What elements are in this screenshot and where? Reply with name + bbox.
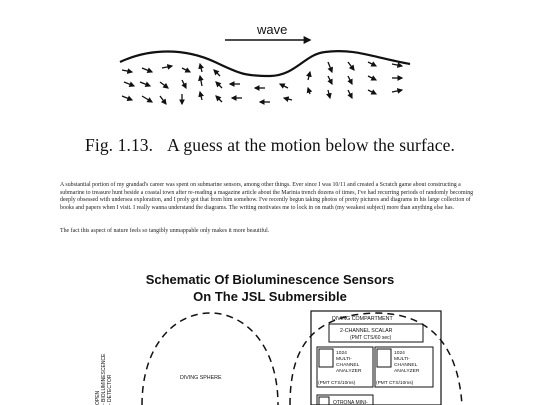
wave-surface-line (120, 51, 410, 76)
diving-compartment-label: DIVING COMPARTMENT (332, 316, 393, 322)
motion-arrow (182, 80, 186, 88)
motion-arrow (122, 70, 132, 72)
diving-compartment-frame (311, 311, 441, 405)
otrona-icon-box (319, 397, 329, 405)
motion-arrow (214, 70, 220, 76)
motion-arrow (328, 90, 330, 98)
schematic-title-line-1: Schematic Of Bioluminescence Sensors (145, 272, 395, 287)
side-label-group (95, 353, 113, 405)
analyzer-label-line: ANALYZER (394, 369, 420, 374)
side-label-detector: - DETECTOR (107, 374, 113, 405)
motion-arrow (368, 62, 376, 66)
analyzer-label-line: CHANNEL (336, 363, 360, 368)
diving-sphere-label: DIVING SPHERE (180, 375, 222, 381)
schematic-title-line-2: On The JSL Submersible (193, 289, 347, 304)
motion-arrow (392, 64, 402, 66)
motion-arrow (308, 72, 310, 80)
analyzer-label-line: MULTI- (336, 357, 352, 362)
motion-arrow (348, 62, 354, 70)
analyzer-label-line: 1024 (394, 351, 405, 356)
motion-arrow (328, 62, 332, 72)
motion-arrow (162, 66, 172, 68)
sensor-schematic (0, 305, 540, 405)
analyzer-label-line: CHANNEL (394, 363, 418, 368)
analyzer-label-line: MULTI- (394, 357, 410, 362)
otrona-label: OTRONA MINI- (333, 400, 368, 405)
analyzer-b-units: (PMT CTS/10ms) (376, 381, 414, 386)
wave-label: wave (257, 22, 288, 37)
analyzer-label-line: 1024 (336, 351, 347, 356)
motion-arrow (200, 64, 202, 72)
motion-arrow (124, 82, 134, 86)
motion-arrow (160, 82, 168, 88)
motion-arrow (216, 82, 222, 88)
motion-arrow (122, 96, 132, 100)
analyzer-label-line: ANALYZER (336, 369, 362, 374)
motion-arrow (348, 90, 352, 98)
figure-number: Fig. 1.13. (85, 135, 154, 155)
motion-arrow (160, 96, 166, 104)
motion-arrow (280, 84, 288, 88)
motion-arrow (328, 76, 332, 84)
motion-arrow-field (122, 62, 402, 104)
motion-arrow (392, 90, 402, 92)
analyzer-a-units: (PMT CTS/10ms) (318, 381, 356, 386)
scalar-units: (PMT CTS/60 sec) (350, 335, 392, 341)
motion-arrow (216, 96, 222, 102)
motion-arrow (368, 76, 376, 80)
motion-arrow (142, 96, 152, 102)
motion-arrow (200, 92, 202, 100)
side-label-open: OPEN (95, 390, 101, 405)
figure-caption-text: A guess at the motion below the surface. (167, 135, 455, 155)
body-paragraph-2: The fact this aspect of nature feels so tangibly unmappable only makes it more beautiful. (60, 228, 270, 234)
motion-arrow (308, 88, 310, 94)
motion-arrow (182, 68, 190, 72)
side-label-bioluminescence: - BIOLUMINESCENCE (101, 353, 107, 405)
analyzer-a-icon-box (319, 349, 333, 367)
motion-arrow (348, 76, 352, 84)
motion-arrow (284, 98, 292, 100)
motion-arrow (200, 76, 202, 86)
diving-sphere-outline (142, 313, 278, 405)
wave-motion-figure (110, 18, 430, 128)
diving-compartment-outline (290, 313, 462, 405)
motion-arrow (142, 68, 152, 72)
analyzer-b-icon-box (377, 349, 391, 367)
scalar-label: 2-CHANNEL SCALAR (340, 328, 393, 334)
motion-arrow (140, 82, 150, 86)
body-paragraph-1: A substantial portion of my grandad's career was spent on submarine sensors, among other things. Ever since I was 10/11 and created a Scratch game about constructing a submarine to treasure hunt beside a coastal town after re-reading a magazine article about the Marinia trench dozens of times, I've had recurring periods of randomly becoming deeply obsessed with undersea exploration, and I proly got that from him somehow. I've recently begun taking photos of pretty pictures and diagrams in his large collection of books and papers when I visit. I really wanna understand the diagrams. The writing motivates me to lock in on math (my weakest subject) more than anything else has. (60, 182, 474, 212)
figure-caption (0, 135, 540, 156)
motion-arrow (368, 90, 376, 94)
